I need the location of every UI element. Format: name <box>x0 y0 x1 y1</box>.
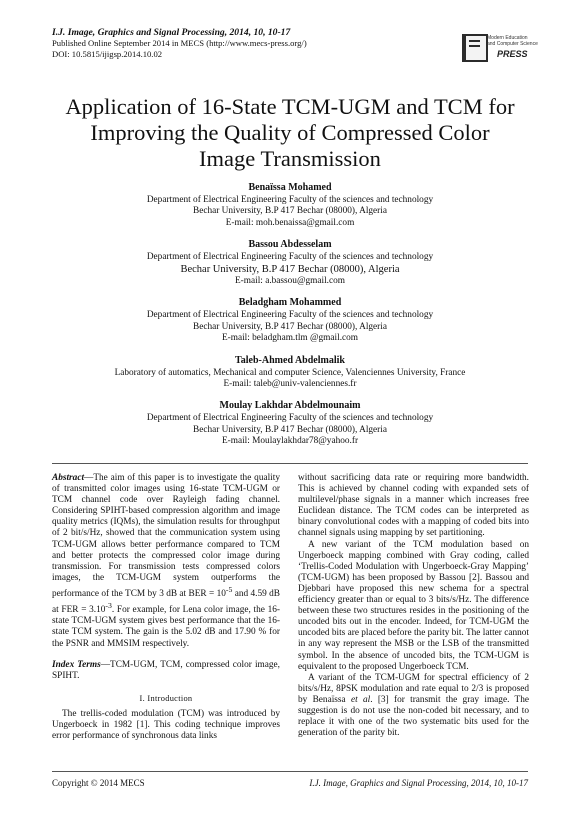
abstract-dash: — <box>84 473 94 483</box>
author-address: Bechar University, B.P 417 Bechar (08000), Algeria <box>193 321 387 332</box>
author-email: E-mail: a.bassou@gmail.com <box>234 276 346 287</box>
body-paragraph-2 <box>298 673 529 740</box>
title-line-3: Image Transmission <box>199 146 381 171</box>
fer-exponent: -3 <box>105 601 112 611</box>
author-block <box>40 182 540 229</box>
left-column <box>52 473 280 742</box>
index-terms-text: TCM-UGM, TCM, compressed color image, SPIHT. <box>52 659 280 681</box>
index-terms-label: Index Terms <box>52 659 101 670</box>
title-line-2: Improving the Quality of Compressed Color <box>90 120 490 145</box>
intro-paragraph: The trellis-coded modulation (TCM) was introduced by Ungerboeck in 1982 [1]. This coding technique improves error performance of synchronous data links <box>52 708 280 742</box>
journal-header <box>52 27 452 60</box>
section-divider <box>52 463 528 464</box>
journal-line: I.J. Image, Graphics and Signal Processing, 2014, 10, 10-17 <box>52 27 291 38</box>
author-address: Bechar University, B.P 417 Bechar (08000), Algeria <box>180 263 400 275</box>
author-affiliation: Department of Electrical Engineering Faculty of the sciences and technology <box>146 195 434 205</box>
paper-title <box>40 94 540 172</box>
author-email: E-mail: beladgham.tlm @gmail.com <box>221 333 359 344</box>
index-terms-dash: — <box>100 659 111 670</box>
author-block <box>40 400 540 447</box>
author-affiliation: Department of Electrical Engineering Faculty of the sciences and technology <box>146 310 434 321</box>
doi-line: DOI: 10.5815/ijigsp.2014.10.02 <box>52 49 163 59</box>
author-address: Bechar University, B.P 417 Bechar (08000), Algeria <box>193 424 387 435</box>
author-email: E-mail: taleb@univ-valenciennes.fr <box>223 379 357 390</box>
ber-exponent: -5 <box>225 584 233 594</box>
footer-copyright: Copyright © 2014 MECS <box>52 778 145 788</box>
author-affiliation: Laboratory of automatics, Mechanical and computer Science, Valenciennes University, France <box>114 367 466 378</box>
author-affiliation: Department of Electrical Engineering Faculty of the sciences and technology <box>146 252 434 263</box>
body-paragraph-0: without sacrificing data rate or requiring more bandwidth. This is achieved by channel coding with expanded sets of multilevel/phase signals in a manner which increases free Euclidean distance. The TCM codes can be interpreted as binary convolutional codes with a mapping of coded bits into channel signals using mapping by set partitioning. <box>298 473 529 539</box>
abstract-text-c: . For example, for Lena color image, the 16-state TCM-UGM system gives best performance that the 16-state TCM system. The gain is the 5.02 dB and 17.90 % for the PSNR and MMSIM respectively. <box>52 605 280 649</box>
page-footer <box>52 771 528 788</box>
author-list <box>40 182 540 458</box>
logo-press: PRESS <box>497 49 528 59</box>
abstract-text-b: and 4.59 dB at FER = 3.10 <box>52 589 280 616</box>
title-line-1: Application of 16-State TCM-UGM and TCM for <box>65 94 515 119</box>
logo-line-1: Modern Education <box>487 35 528 41</box>
author-name: Taleb-Ahmed Abdelmalik <box>235 354 345 366</box>
mecs-press-logo <box>462 28 542 64</box>
right-column <box>298 473 529 739</box>
author-name: Bassou Abdesselam <box>248 239 332 251</box>
author-name: Beladgham Mohammed <box>238 297 342 309</box>
body-paragraph-1: A new variant of the TCM modulation based on Ungerboeck mapping combined with Gray coding, called ‘Trellis-Coded Modulation with Ungerboeck-Gray Mapping’ (TCM-UGM) has been proposed by Bassou [2]. Bassou and Djebbari have proposed this new schema for a spectral efficiency greater than or equal to 3 bits/s/Hz. The difference between these two structures resides in the positioning of the uncoded bits out in the encoder. Indeed, for TCM-UGM the uncoded bits are placed before the parity bit. The latter cannot in any way represent the MSB or the LSB of the transmitted symbol. In the absence of uncoded bits, the TCM-UGM is equivalent to the proposed Ungerboeck TCM. <box>298 539 529 672</box>
published-line: Published Online September 2014 in MECS (http://www.mecs-press.org/) <box>52 38 307 48</box>
para2-text-a: A variant of the TCM-UGM for spectral efficiency of 2 bits/s/Hz, 8PSK modulation and rate equal to 2/3 is proposed by Benaïssa <box>298 672 529 705</box>
para2-text-b: . [3] for transmit the gray image. The suggestion is do not use the non-coded bit necessary, and to replace it with one of the two systematic bits used for the generation of the parity bit. <box>298 694 529 739</box>
author-block <box>40 239 540 287</box>
book-icon <box>462 34 488 62</box>
author-name: Benaïssa Mohamed <box>248 182 332 193</box>
section-heading-introduction: I. Introduction <box>139 693 193 703</box>
index-terms <box>52 660 280 682</box>
abstract-text-a: The aim of this paper is to investigate the quality of transmitted color images using 16-state TCM-UGM or TCM channel code over Rayleigh fading channel. Considering SPIHT-based compression algorithm and image quality metrics (IQMs), the simulation results for throughput of 2 bit/s/Hz, showed that the communication system using TCM-UGM allows better performance compared to TCM and better protects the compressed color image during transmission. For transmission tests compressed colors images, the TCM-UGM system outperforms the performance of the TCM by 3 dB at BER = 10 <box>52 473 280 600</box>
footer-journal: I.J. Image, Graphics and Signal Processing, 2014, 10, 10-17 <box>309 778 528 788</box>
author-name: Moulay Lakhdar Abdelmounaim <box>219 400 361 412</box>
logo-line-2: and Computer Science <box>487 40 538 47</box>
para2-et-al: et al <box>350 694 371 705</box>
author-affiliation: Department of Electrical Engineering Faculty of the sciences and technology <box>146 413 434 424</box>
author-block <box>40 355 540 391</box>
abstract <box>52 473 280 650</box>
abstract-label: Abstract <box>52 473 85 483</box>
author-block <box>40 297 540 344</box>
author-address: Bechar University, B.P 417 Bechar (08000), Algeria <box>193 206 387 217</box>
author-email: E-mail: moh.benaissa@gmail.com <box>225 217 355 228</box>
author-email: E-mail: Moulaylakhdar78@yahoo.fr <box>221 436 359 447</box>
